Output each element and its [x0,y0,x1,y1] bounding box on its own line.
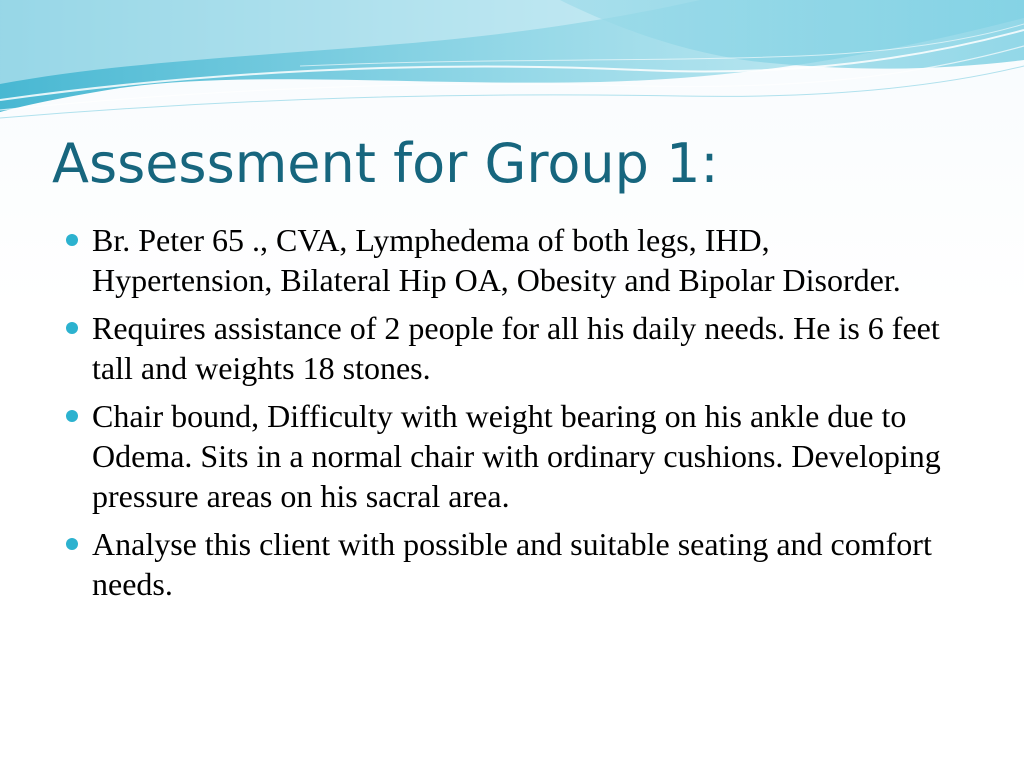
bullet-marker-icon [66,538,78,550]
bullet-list [62,220,942,612]
bullet-text: Br. Peter 65 ., CVA, Lymphedema of both legs, IHD, Hypertension, Bilateral Hip OA, Obesity and Bipolar Disorder. [92,222,901,298]
bullet-item [62,396,942,516]
bullet-marker-icon [66,322,78,334]
bullet-text: Requires assistance of 2 people for all his daily needs. He is 6 feet tall and weights 18 stones. [92,310,940,386]
bullet-item [62,524,942,604]
bullet-marker-icon [66,234,78,246]
slide-title: Assessment for Group 1: [52,132,719,195]
bullet-text: Chair bound, Difficulty with weight bearing on his ankle due to Odema. Sits in a normal chair with ordinary cushions. Developing pressure areas on his sacral area. [92,398,941,514]
bullet-item [62,308,942,388]
bullet-text: Analyse this client with possible and suitable seating and comfort needs. [92,526,932,602]
decorative-wave-header [0,0,1024,130]
bullet-item [62,220,942,300]
bullet-marker-icon [66,410,78,422]
